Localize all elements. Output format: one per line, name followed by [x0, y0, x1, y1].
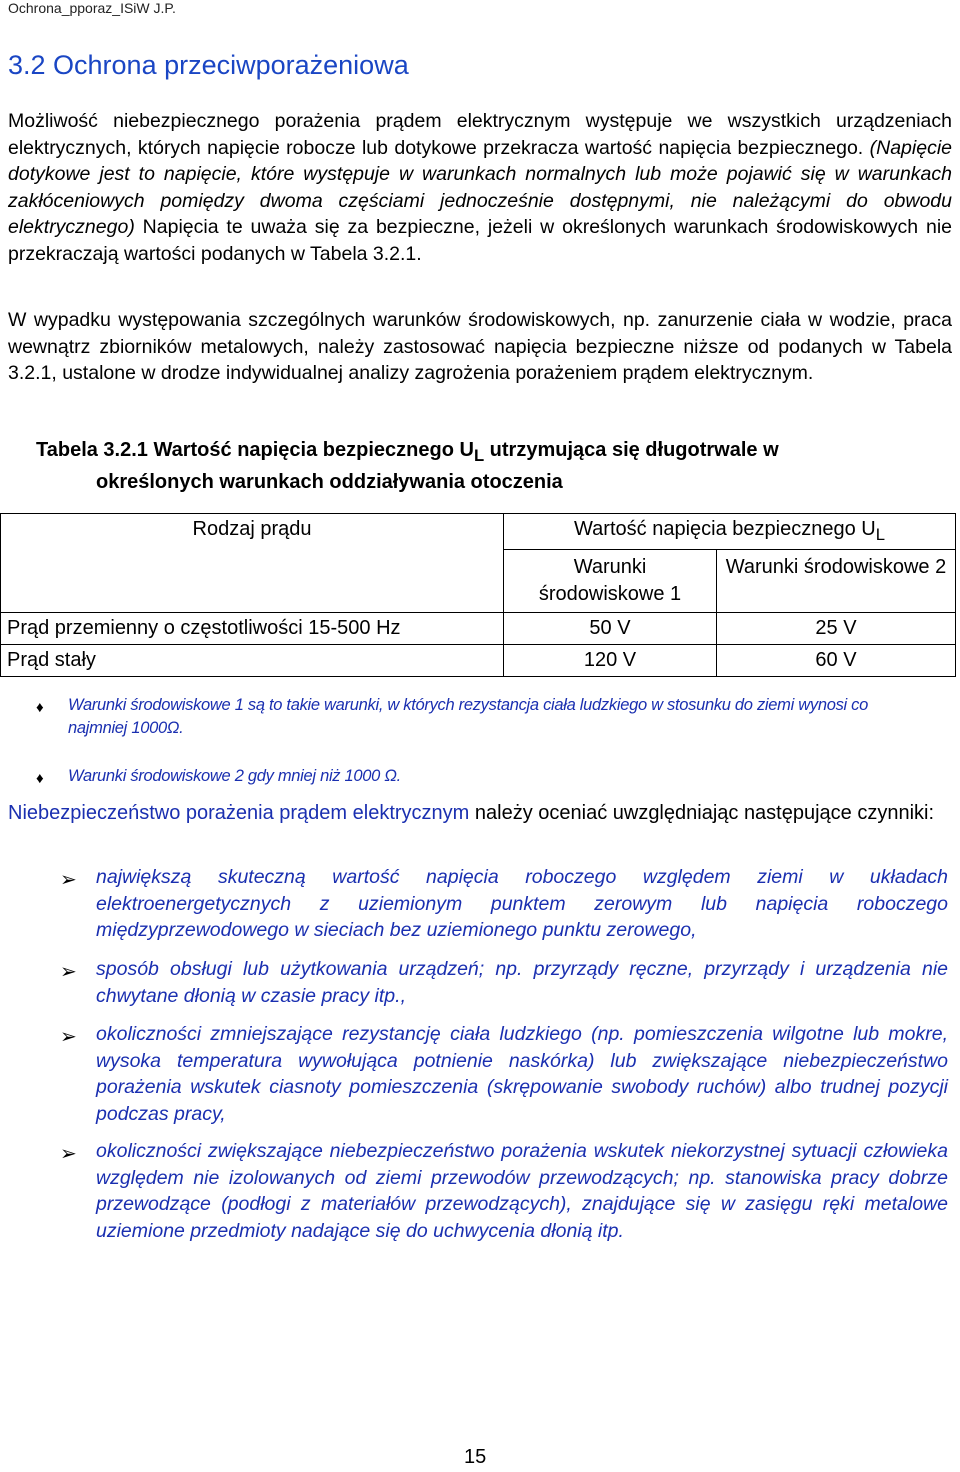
section-title: 3.2 Ochrona przeciwporażeniowa [8, 50, 409, 80]
caption-symbol: U [459, 439, 474, 461]
intro-paragraph [8, 108, 952, 267]
caption-suffix: utrzymująca się długotrwale w [484, 439, 779, 461]
table-caption [36, 437, 940, 495]
caption-prefix: Tabela 3.2.1 Wartość napięcia bezpiecznego [36, 439, 460, 461]
intro-definition: (Napięcie dotykowe jest to napięcie, które występuje w warunkach normalnych lub może pojawić się w warunkach zakłóceniowych pomiędzy dwoma częściami jednocześnie dostępnymi, nie należącymi do obwodu elektrycznego) [8, 136, 952, 238]
header-safe-voltage-sub: L [875, 525, 885, 544]
header-safe-voltage [504, 514, 956, 550]
caption-subscript: L [473, 446, 485, 465]
risk-heading-text: Niebezpieczeństwo porażenia prądem elektrycznym [8, 802, 470, 824]
row-env2: 25 V [717, 613, 956, 645]
factor-item [60, 864, 948, 944]
factor-item [60, 1021, 948, 1127]
table-row [1, 613, 956, 645]
note-env1 [36, 694, 920, 740]
risk-assessment-paragraph [8, 800, 948, 827]
row-env2: 60 V [717, 645, 956, 677]
row-env1: 50 V [504, 613, 717, 645]
caption-line2: określonych warunkach oddziaływania otoczenia [96, 471, 563, 493]
factor-text: okoliczności zwiększające niebezpieczeństwo porażenia wskutek niekorzystnej sytuacji człowieka względem nie izolowanych od ziemi przewodów przewodzących; np. stanowiska pracy dobrze przewodzące (podłogi z materiałów przewodzących), znajdujące się w zasięgu ręki metalowe uziemione przedmioty nadające się do uchwycenia dłonią itp. [96, 1140, 948, 1242]
row-type: Prąd przemienny o częstotliwości 15-500 Hz [1, 613, 504, 645]
header-safe-voltage-text: Wartość napięcia bezpiecznego U [574, 518, 876, 540]
header-current-type: Rodzaj prądu [1, 514, 504, 613]
arrow-bullet-icon: ➢ [60, 1141, 77, 1165]
arrow-bullet-icon: ➢ [60, 1024, 77, 1048]
header-env1: Warunki środowiskowe 1 [504, 550, 717, 613]
factor-text: okoliczności zmniejszające rezystancję ciała ludzkiego (np. pomieszczenia wilgotne lub mokre, wysoka temperatura wywołująca potnienie naskórka) lub zwiększające niebezpieczeństwo porażenia wskutek ciasnoty pomieszczenia (skrępowanie swobody ruchów) albo trudnej pozycji podczas pracy, [96, 1023, 948, 1125]
page-number: 15 [464, 1446, 487, 1468]
row-type: Prąd stały [1, 645, 504, 677]
running-header: Ochrona_pporaz_ISiW J.P. [8, 0, 176, 16]
intro-text-2: Napięcia te uważa się za bezpieczne, jeżeli w określonych warunkach środowiskowych nie przekraczają wartości podanych w Tabela 3.2.1. [8, 216, 952, 265]
arrow-bullet-icon: ➢ [60, 959, 77, 983]
diamond-bullet-icon: ♦ [36, 770, 44, 787]
diamond-bullet-icon: ♦ [36, 699, 44, 716]
table-header-row [1, 514, 956, 550]
header-env2: Warunki środowiskowe 2 [717, 550, 956, 613]
risk-rest-text: należy oceniać uwzględniając następujące czynniki: [469, 802, 935, 824]
table-row [1, 645, 956, 677]
arrow-bullet-icon: ➢ [60, 867, 77, 891]
factor-item [60, 1138, 948, 1244]
factor-text: największą skuteczną wartość napięcia roboczego względem ziemi w układach elektroenergetycznych z uziemionym punktem zerowym lub napięcia roboczego międzyprzewodowego w sieciach bez uziemionego punktu zerowego, [96, 866, 948, 941]
special-conditions-paragraph: W wypadku występowania szczególnych warunków środowiskowych, np. zanurzenie ciała w wodzie, praca wewnątrz zbiorników metalowych, należy zastosować napięcia bezpieczne niższe od podanych w Tabela 3.2.1, ustalone w drodze indywidualnej analizy zagrożenia porażeniem prądem elektrycznym. [8, 309, 952, 384]
note-text: Warunki środowiskowe 2 gdy mniej niż 1000 Ω. [68, 767, 401, 785]
note-env2 [36, 765, 920, 788]
factor-item [60, 956, 948, 1009]
safe-voltage-table [0, 513, 956, 677]
note-text: Warunki środowiskowe 1 są to takie warunki, w których rezystancja ciała ludzkiego w stosunku do ziemi wynosi co najmniej 1000Ω. [68, 696, 868, 737]
intro-text-1: Możliwość niebezpiecznego porażenia prądem elektrycznym występuje we wszystkich urządzeniach elektrycznych, których napięcie robocze lub dotykowe przekracza wartość napięcia bezpiecznego. [8, 110, 952, 159]
factor-text: sposób obsługi lub użytkowania urządzeń; np. przyrządy ręczne, przyrządy i urządzenia nie chwytane dłonią w czasie pracy itp., [96, 958, 948, 1007]
row-env1: 120 V [504, 645, 717, 677]
